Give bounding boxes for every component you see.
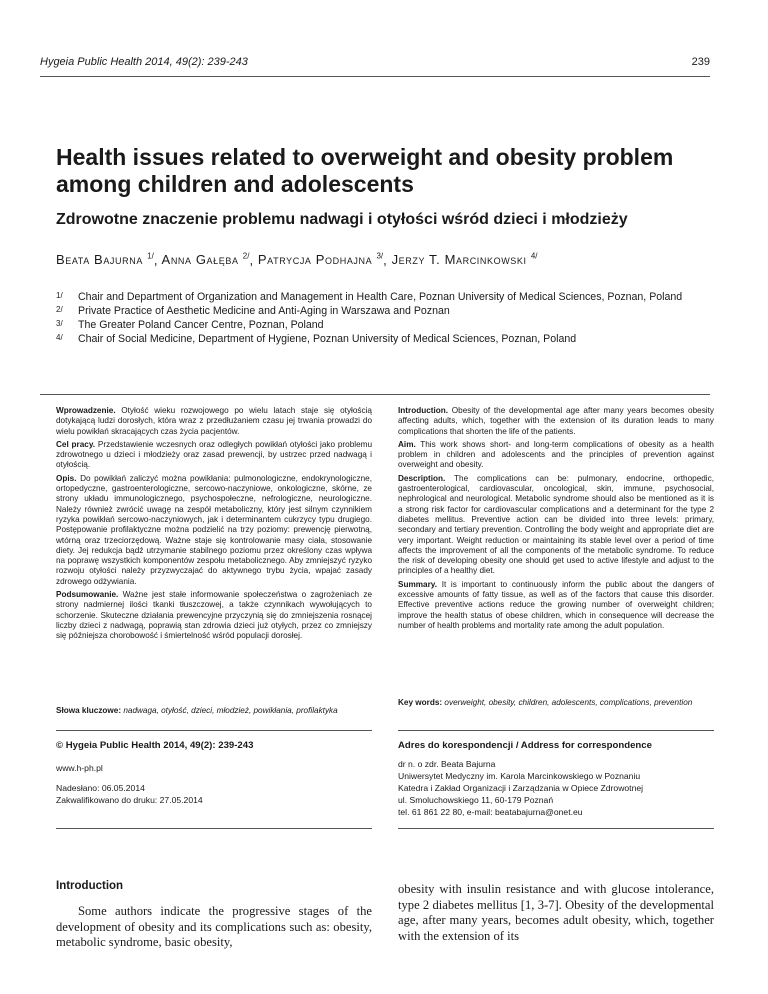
section-heading: Introduction xyxy=(56,880,124,892)
affiliation: 1/ Chair and Department of Organization and Management in Health Care, Poznan University of Medical Sciences, Poznan, Poland xyxy=(56,291,683,303)
submitted-date: Nadesłano: 06.05.2014 xyxy=(56,783,145,793)
abstract-english: Introduction. Obesity of the developmental age after many years becomes obesity affecting adults, which, together with the extension of its duration leads to many complications that shorten the life of the patients. Aim. This work shows short- and long-term complications of obesity as a health problem in children and adolescents and the principles of prevention against overweight and obesity. Description. The complications can be: pulmonary, endocrine, orthopedic, gastroenterological, cardiovascular, oncological, skin, immune, psychosocial, nephrological and neurological. Metabolic syndrome should also be mentioned as it is a strong risk factor for cardiovascular complications and a determinant for the type 2 diabetes mellitus. Preventive action can be divided into three levels: primary, secondary and tertiary prevention. Controlling the body weight and appropriate diet are very important. Weight reduction or maintaining its stable level over a period of time affects the improvement of all the components of the metabolic syndrome. To reduce the risk of developing obesity one should get used to active lifestyle and adjust to the principles of a healthy diet. Summary. It is important to continuously inform the public about the dangers of excessive amounts of fatty tissue, as well as of the factors that cause this disorder. Effective preventive actions reduce the growing number of overweight children; improve the health status of obese children, which in consequence will decrease the number of health problems and mortality rate among the adult population. xyxy=(398,406,715,630)
citation-rule-right xyxy=(398,730,714,731)
correspondence-line: dr n. o zdr. Beata Bajurna xyxy=(398,759,496,769)
journal-citation: Hygeia Public Health 2014, 49(2): 239-243 xyxy=(40,56,248,68)
copyright-line: © Hygeia Public Health 2014, 49(2): 239-243 xyxy=(56,740,254,751)
body-text-right: obesity with insulin resistance and with glucose intolerance, type 2 diabetes mellitus [1, 3-7]. Obesity of the developmental age, after many years, becomes adult obesity, which, together with the extension of its xyxy=(398,882,714,943)
journal-url[interactable]: www.h-ph.pl xyxy=(56,763,103,773)
affiliation: 3/ The Greater Poland Cancer Centre, Poznan, Poland xyxy=(56,319,324,331)
body-text-left: Some authors indicate the progressive stages of the development of obesity and its complications such as: obesity, metabolic syndrome, basic obesity, xyxy=(56,904,372,949)
abstract-polish: Wprowadzenie. Otyłość wieku rozwojowego po wielu latach staje się otyłością dotykającą ludzi dorosłych, która wraz z przedłużaniem czasu jej trwania prowadzi do wielu powikłań skracających czas życia pacjentów. Cel pracy. Przedstawienie wczesnych oraz odległych powikłań otyłości jako problemu zdrowotnego u dzieci i młodzieży oraz zasad prewencji, by ustrzec przed nadwagą i otyłością. Opis. Do powikłań zaliczyć można powikłania: pulmonologiczne, endokrynologiczne, ortopedyczne, gastroenterologiczne, sercowo-naczyniowe, onkologiczne, skórne, ze strony układu immunologicznego, psychospołeczne, nefrologiczne, neurologiczne. Należy również zwrócić uwagę na zespół metaboliczny, który jest silnym czynnikiem ryzyka powikłań sercowo-naczyniowych, jak i determinantem cukrzycy typu drugiego. Postępowanie profilaktyczne można podzielić na trzy poziomy: prewencję pierwotną, wtórną oraz trzeciorzędową. Ważne staje się kontrolowanie masy ciała, stosowanie diety. Jej redukcja bądź utrzymanie stabilnego poziomu przez określony czas wpływa na poprawę wszystkich komponentów zespołu metabolicznego. Aby zmniejszyć ryzyko rozwoju otyłości należy przyzwyczajać do aktywnego trybu życia, wpajać zasady zdrowego odżywiania. Podsumowanie. Ważne jest stałe informowanie społeczeństwa o zagrożeniach ze strony nadmiernej ilości tkanki tłuszczowej, a także czynnikach wywołujących to schorzenie. Skuteczne działania prewencyjne przyczynią się do zmniejszenia rosnącej liczby dzieci z nadwagą, poprawią stan zdrowia dzieci już otyłych, przez co zmniejszy się późniejsza chorobowość i śmiertelność wśród populacji dorosłej. xyxy=(56,406,373,641)
correspondence-line: tel. 61 861 22 80, e-mail: beatabajurna@onet.eu xyxy=(398,807,583,817)
correspondence-title: Adres do korespondencji / Address for correspondence xyxy=(398,740,652,751)
author: Jerzy T. Marcinkowski $^{4/}$ xyxy=(391,252,538,268)
page-number: 239 xyxy=(691,56,710,68)
citation-block xyxy=(56,740,372,806)
author: Patrycja Podhajna $^{3/}$ xyxy=(257,252,384,268)
correspondence-line: Uniwersytet Medyczny im. Karola Marcinkowskiego w Poznaniu xyxy=(398,771,641,781)
header-rule xyxy=(40,76,710,77)
running-header xyxy=(40,56,710,68)
correspondence-line: Katedra i Zakład Organizacji i Zarządzania w Opiece Zdrowotnej xyxy=(398,783,644,793)
citation-rule-left xyxy=(56,730,372,731)
keywords-english: Key words: overweight, obesity, children, adolescents, complications, prevention xyxy=(398,698,693,707)
article-title: Health issues related to overweight and obesity problem among children and adolescents xyxy=(56,144,674,197)
correspondence-block xyxy=(398,740,718,818)
article-subtitle: Zdrowotne znaczenie problemu nadwagi i otyłości wśród dzieci i młodzieży xyxy=(56,211,628,228)
affiliations xyxy=(56,290,728,346)
affiliation: 2/ Private Practice of Aesthetic Medicine and Anti-Aging in Warszawa and Poznan xyxy=(56,305,450,317)
citation-bottom-rule-right xyxy=(398,828,714,829)
correspondence-line: ul. Smoluchowskiego 11, 60-179 Poznań xyxy=(398,795,554,805)
author-list: Beata Bajurna $^{1/}$, Anna Gałęba $^{2/}$, Patrycja Podhajna $^{3/}$, Jerzy T. Marcinkowski $^{4/}$ xyxy=(56,252,538,268)
author: Beata Bajurna $^{1/}$ xyxy=(56,252,154,268)
author: Anna Gałęba $^{2/}$ xyxy=(161,252,250,268)
abstract-top-rule xyxy=(40,394,710,395)
citation-bottom-rule-left xyxy=(56,828,372,829)
accepted-date: Zakwalifikowano do druku: 27.05.2014 xyxy=(56,795,203,805)
keywords-polish: Słowa kluczowe: nadwaga, otyłość, dzieci, młodzież, powikłania, profilaktyka xyxy=(56,706,338,715)
affiliation: 4/ Chair of Social Medicine, Department of Hygiene, Poznan University of Medical Sciences, Poznan, Poland xyxy=(56,333,577,345)
